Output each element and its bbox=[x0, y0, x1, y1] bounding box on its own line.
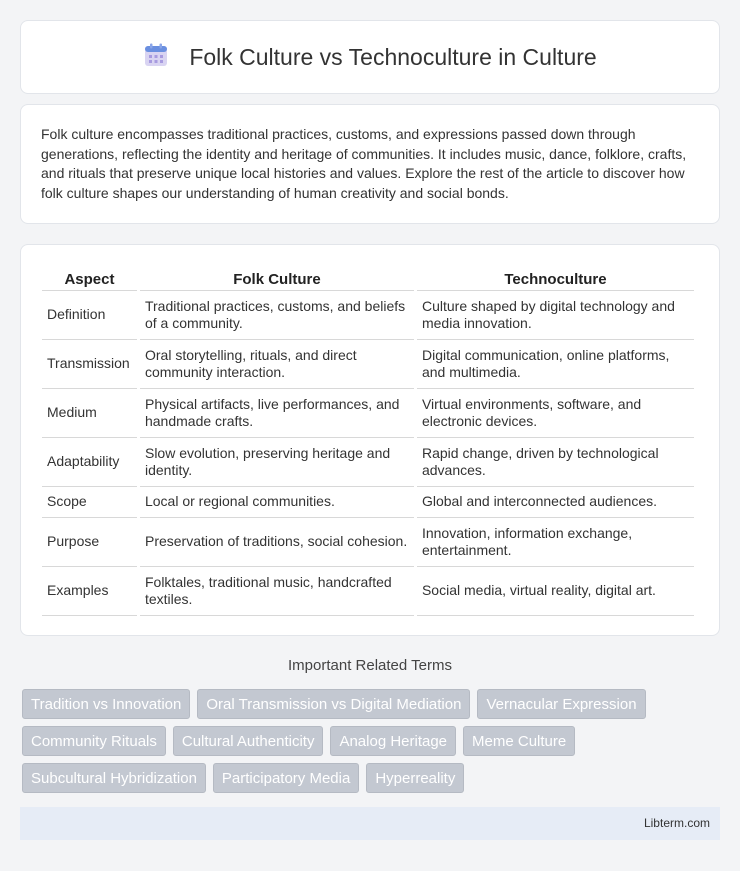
tag-participatory-media[interactable]: Participatory Media bbox=[213, 763, 359, 793]
related-terms-tags bbox=[22, 689, 722, 800]
header-card bbox=[20, 20, 720, 94]
footer-site-link[interactable]: Libterm.com bbox=[643, 816, 710, 830]
tag-hyperreality[interactable]: Hyperreality bbox=[366, 763, 464, 793]
cell-folk: Local or regional communities. bbox=[140, 487, 414, 518]
cell-aspect: Purpose bbox=[42, 518, 137, 567]
header-folk-culture: Folk Culture bbox=[140, 265, 414, 291]
cell-folk: Slow evolution, preserving heritage and identity. bbox=[140, 438, 414, 487]
cell-aspect: Adaptability bbox=[42, 438, 137, 487]
cell-aspect: Examples bbox=[42, 567, 137, 616]
intro-card bbox=[20, 104, 720, 224]
cell-techno: Rapid change, driven by technological advances. bbox=[417, 438, 694, 487]
cell-aspect: Medium bbox=[42, 389, 137, 438]
table-row bbox=[42, 567, 694, 616]
cell-aspect: Scope bbox=[42, 487, 137, 518]
footer bbox=[20, 807, 720, 840]
cell-techno: Global and interconnected audiences. bbox=[417, 487, 694, 518]
tag-vernacular-expression[interactable]: Vernacular Expression bbox=[477, 689, 645, 719]
cell-folk: Traditional practices, customs, and beliefs of a community. bbox=[140, 291, 414, 340]
cell-techno: Social media, virtual reality, digital art. bbox=[417, 567, 694, 616]
cell-folk: Preservation of traditions, social cohesion. bbox=[140, 518, 414, 567]
cell-folk: Oral storytelling, rituals, and direct community interaction. bbox=[140, 340, 414, 389]
cell-techno: Innovation, information exchange, entertainment. bbox=[417, 518, 694, 567]
table-row bbox=[42, 340, 694, 389]
related-terms-title: Important Related Terms bbox=[288, 657, 452, 674]
tag-meme-culture[interactable]: Meme Culture bbox=[463, 726, 575, 756]
cell-aspect: Definition bbox=[42, 291, 137, 340]
tag-tradition-vs-innovation[interactable]: Tradition vs Innovation bbox=[22, 689, 190, 719]
comparison-table-card bbox=[20, 244, 720, 636]
table-row bbox=[42, 389, 694, 438]
cell-folk: Folktales, traditional music, handcrafted textiles. bbox=[140, 567, 414, 616]
calendar-icon bbox=[143, 42, 169, 73]
cell-folk: Physical artifacts, live performances, and handmade crafts. bbox=[140, 389, 414, 438]
cell-aspect: Transmission bbox=[42, 340, 137, 389]
table-row bbox=[42, 518, 694, 567]
tag-community-rituals[interactable]: Community Rituals bbox=[22, 726, 166, 756]
tag-subcultural-hybridization[interactable]: Subcultural Hybridization bbox=[22, 763, 206, 793]
cell-techno: Culture shaped by digital technology and media innovation. bbox=[417, 291, 694, 340]
cell-techno: Virtual environments, software, and electronic devices. bbox=[417, 389, 694, 438]
header-aspect: Aspect bbox=[42, 265, 137, 291]
tag-cultural-authenticity[interactable]: Cultural Authenticity bbox=[173, 726, 324, 756]
tag-oral-transmission-vs-digital-mediation[interactable]: Oral Transmission vs Digital Mediation bbox=[197, 689, 470, 719]
intro-text: Folk culture encompasses traditional practices, customs, and expressions passed down through generations, reflecting the identity and heritage of communities. It includes music, dance, folklore, crafts, and rituals that preserve unique local histories and values. Explore the rest of the article to discover how folk culture shapes our understanding of human creativity and social bonds. bbox=[41, 126, 687, 201]
table-row bbox=[42, 487, 694, 518]
cell-techno: Digital communication, online platforms, and multimedia. bbox=[417, 340, 694, 389]
comparison-table bbox=[39, 265, 697, 616]
tag-analog-heritage[interactable]: Analog Heritage bbox=[330, 726, 456, 756]
table-row bbox=[42, 291, 694, 340]
page-title: Folk Culture vs Technoculture in Culture bbox=[189, 43, 597, 70]
header-technoculture: Technoculture bbox=[417, 265, 694, 291]
table-row bbox=[42, 438, 694, 487]
